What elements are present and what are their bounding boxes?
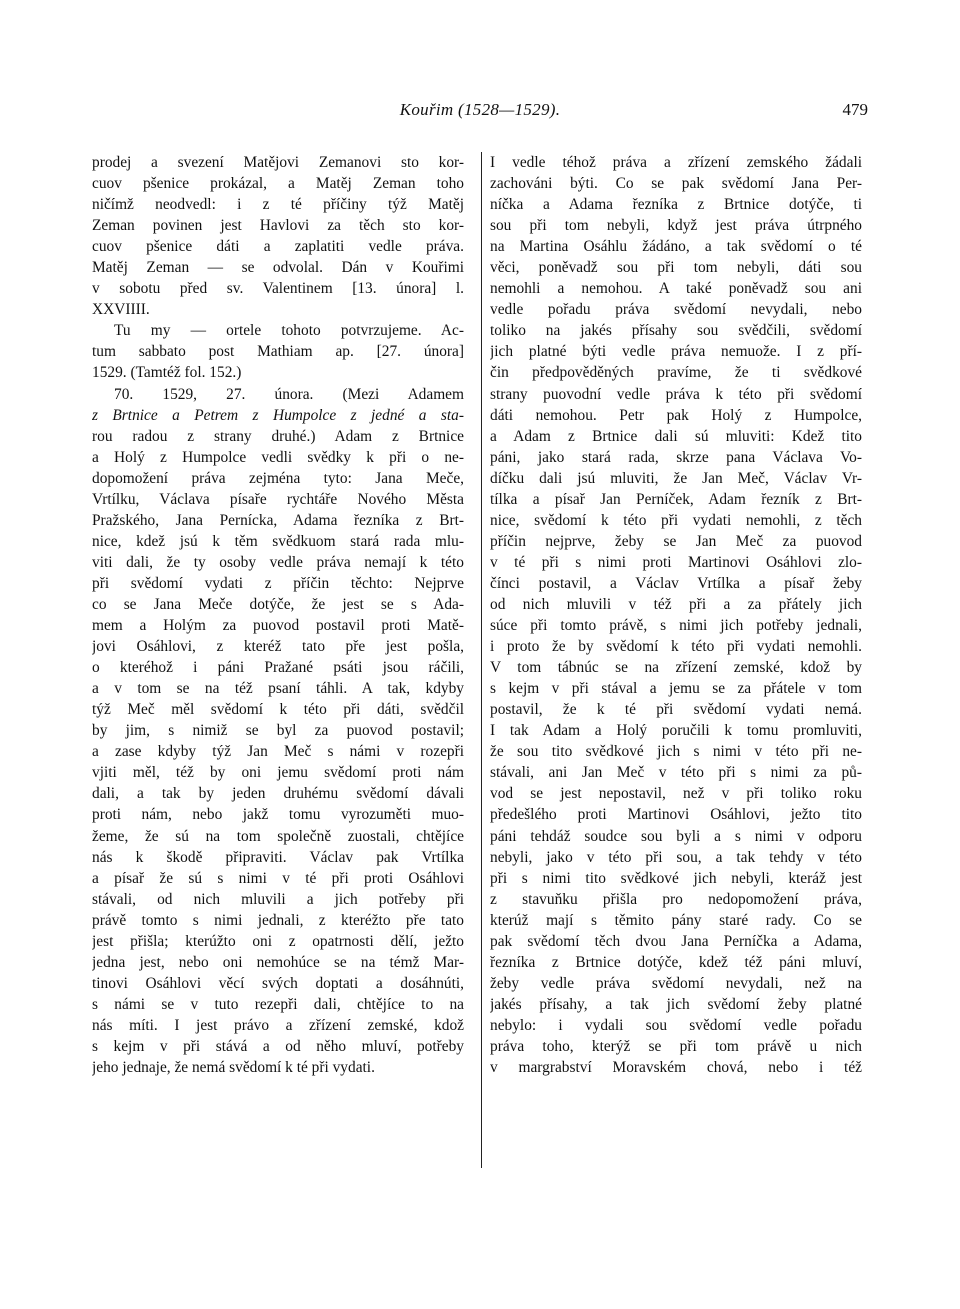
text-line: nice, kdež jsú k těm svědkuom stará rada mlu- bbox=[92, 532, 464, 550]
text-line: nemohli a nemohou. A také poněvadž sou ani bbox=[490, 280, 862, 298]
text-line: a zase kdyby týž Jan Meč s námi v rozepři bbox=[92, 743, 464, 761]
text-line: díčku dali jsú mluviti, že Jan Meč, Václav Vr- bbox=[490, 469, 862, 487]
text-line: cuov pšenice dáti a zaplatiti vedle práva. bbox=[92, 238, 464, 256]
text-line: nice, svědomí k této při vydati nemohli, z těch bbox=[490, 511, 862, 529]
text-line: kterúž mají s těmito pány staré rady. Co se bbox=[490, 911, 862, 929]
text-line: vod se jest nepostavil, než v při toliko roku bbox=[490, 785, 862, 803]
text-line: jakés přísahy, a tak jich svědomí žeby platné bbox=[490, 995, 862, 1013]
text-line: při s nimi tito svědkové jich nebyli, kteráž jest bbox=[490, 869, 862, 887]
text-line: Tu my — ortele tohoto potvrzujeme. Ac- bbox=[114, 322, 464, 340]
text-line: jeho jednaje, že nemá svědomí k té při vydati. bbox=[92, 1059, 375, 1077]
text-line: od nich mluvili v též při a za přátely jich bbox=[490, 595, 862, 613]
text-line: vedle pořadu práva svědomí nevydali, nebo bbox=[490, 301, 862, 319]
text-line: dali, a tak by jeden druhému svědomí dávali bbox=[92, 785, 464, 803]
text-line: I vedle téhož práva a zřízení zemského žádali bbox=[490, 154, 862, 171]
text-line: nebyli, jako v této při sou, a tak tehdy v této bbox=[490, 848, 862, 866]
text-line: v margrabství Moravském chová, nebo i též bbox=[490, 1059, 862, 1077]
text-line: příčin nejprve, žeby se Jan Meč za puovod bbox=[490, 532, 862, 550]
text-line: viti dali, že ty osoby vedle práva nemají k této bbox=[92, 553, 464, 571]
text-line: věci, poněvadž sou při tom nebyli, dáti sou bbox=[490, 259, 862, 277]
text-line: a Adam z Brtnice dali sú mluviti: Kdež tito bbox=[490, 427, 862, 445]
text-line: v sobotu před sv. Valentinem [13. února] l. bbox=[92, 280, 464, 298]
page-number: 479 bbox=[842, 100, 868, 119]
text-line: s kejm v při stával a jemu se za přátele v tom bbox=[490, 680, 862, 698]
text-line: žeby vedle práva svědomí nevydali, než na bbox=[490, 974, 862, 992]
text-line: ničímž neodvedl: i z té příčiny týž Matěj bbox=[92, 196, 464, 214]
text-line: nebylo: i vydali sou svědomí vedle pořadu bbox=[490, 1016, 862, 1034]
text-line: tum sabbato post Mathiam ap. [27. února] bbox=[92, 343, 464, 361]
text-line: nás k škodě připraviti. Václav pak Vrtílka bbox=[92, 848, 464, 866]
text-line: stávali, ani Jan Meč v této při s nimi za pů- bbox=[490, 764, 862, 782]
text-line: jich platné býti vedle práva nemuože. I z pří- bbox=[490, 343, 862, 361]
page-header bbox=[92, 100, 868, 126]
text-line: rou radou z strany druhé.) Adam z Brtnice bbox=[92, 427, 464, 445]
text-line: při svědomí vydati z příčin těchto: Nejprve bbox=[92, 574, 464, 592]
text-line: a Holý z Humpolce vedli svědky k při o ne- bbox=[92, 448, 464, 466]
text-line: cuov pšenice prokázal, a Matěj Zeman toho bbox=[92, 175, 464, 193]
text-line: předešlého proti Martinovi Osáhlovi, ježto tito bbox=[490, 806, 862, 824]
text-line: i proto že by svědomí k této při vydati nemohli. bbox=[490, 638, 862, 656]
text-line: by jim, s nimiž se byl za puovod postavil; bbox=[92, 722, 464, 740]
text-line: jedna jest, nebo oni nemohúce se na témž Mar- bbox=[92, 953, 464, 971]
text-line: Vrtílku, Václava písaře rychtáře Nového Města bbox=[92, 490, 464, 508]
left-column bbox=[92, 152, 464, 1078]
text-line: proti nám, nebo jakž tomu vyrozuměti muo- bbox=[92, 806, 464, 824]
column-divider bbox=[481, 152, 482, 1168]
text-line: mem a Holým za puovod postavil proti Matě- bbox=[92, 617, 464, 635]
text-line: pak svědomí těch dvou Jana Perníčka a Adama, bbox=[490, 932, 862, 950]
text-line: žeme, že sú na tom společně zuostali, chtějíce bbox=[92, 827, 464, 845]
text-line: XXVIIII. bbox=[92, 301, 150, 319]
text-line: co se Jana Meče dotýče, že jest se s Ada- bbox=[92, 595, 464, 613]
text-line: nás míti. I jest právo a zřízení zemské, kdož bbox=[92, 1016, 464, 1034]
text-line: prodej a svezení Matějovi Zemanovi sto kor- bbox=[92, 154, 464, 171]
text-line: páni, jako stará rada, skrze pana Václava Vo- bbox=[490, 448, 862, 466]
text-line: že sou tito svědkové jich s nimi v této při ne- bbox=[490, 743, 862, 761]
text-line: a písař že sú s nimi v té při proti Osáhlovi bbox=[92, 869, 464, 887]
text-line: Matěj Zeman — se odvolal. Dán v Kouřimi bbox=[92, 259, 464, 277]
text-line: sou při tom nebyli, když jest práva útrpného bbox=[490, 217, 862, 235]
text-line: V tom tábnúc se na zřízení zemské, kdož by bbox=[490, 659, 862, 677]
text-line: stávali, od nich mluvili a jich potřeby při bbox=[92, 890, 464, 908]
text-line: tinovi Osáhlovi věcí svých doptati a dosáhnúti, bbox=[92, 974, 464, 992]
text-line: Pražského, Jana Pernícka, Adama řezníka z Brt- bbox=[92, 511, 464, 529]
text-line: zachováni býti. Co se pak svědomí Jana Per- bbox=[490, 175, 862, 193]
text-line: dopomožení práva zejména tyto: Jana Meče, bbox=[92, 469, 464, 487]
text-line: právě tomto s nimi jednali, z kteréžto pře tato bbox=[92, 911, 464, 929]
text-line: na Martina Osáhlu žádáno, a tak svědomí o té bbox=[490, 238, 862, 256]
text-line: jest přišla; kterúžto oni z opatrnosti dělí, ježto bbox=[92, 932, 464, 950]
text-line: toliko na jakés přísahy sou svědčili, svědomí bbox=[490, 322, 862, 340]
text-line: strany puovodní vedle práva k této při svědomí bbox=[490, 385, 862, 403]
text-line: jovi Osáhlovi, z kteréž tato pře jest pošla, bbox=[92, 638, 464, 656]
text-line: vjiti měl, též by oni jemu svědomí proti nám bbox=[92, 764, 464, 782]
text-line: čínci postavil, a Václav Vrtílka a písař žeby bbox=[490, 574, 862, 592]
text-line: a v tom se na též psaní táhli. A tak, kdyby bbox=[92, 680, 464, 698]
text-line: o kteréhož i páni Pražané psáti jsou ráčili, bbox=[92, 659, 464, 677]
text-line: z stavuňku přišla pro nedopomožení práva, bbox=[490, 890, 862, 908]
text-line: čin předpověděných pravíme, že ti svědkové bbox=[490, 364, 862, 382]
text-line: s námi se v tuto rezepři dali, chtějíce to na bbox=[92, 995, 464, 1013]
text-line: I tak Adam a Holý poručili k tomu promluviti, bbox=[490, 722, 862, 740]
text-line: Zeman povinen jest Havlovi za těch sto kor- bbox=[92, 217, 464, 235]
right-column bbox=[490, 152, 862, 1078]
text-line: z Brtnice a Petrem z Humpolce z jedné a sta- bbox=[92, 406, 464, 424]
text-line: týž Meč měl svědomí k této při dáti, svědčil bbox=[92, 701, 464, 719]
text-line: postavil, že k té při svědomí vydati nemá. bbox=[490, 701, 862, 719]
text-line: 70. 1529, 27. února. (Mezi Adamem bbox=[114, 385, 464, 403]
text-line: v té při s nimi proti Martinovi Osáhlovi zlo- bbox=[490, 553, 862, 571]
running-title: Kouřim (1528—1529). bbox=[399, 100, 561, 119]
text-line: s kejm v při stává a od něho mluví, potřeby bbox=[92, 1037, 464, 1055]
text-line: níčka a Adama řezníka z Brtnice dotýče, ti bbox=[490, 196, 862, 214]
text-line: tílka a písař Jan Perníček, Adam řezník z Brt- bbox=[490, 490, 862, 508]
text-line: řezníka z Brtnice dotýče, kdež též páni mluví, bbox=[490, 953, 862, 971]
text-line: dáti nemohou. Petr pak Holý z Humpolce, bbox=[490, 406, 862, 424]
text-line: práva toho, kterýž se při tom právě u nich bbox=[490, 1037, 862, 1055]
text-line: 1529. (Tamtéž fol. 152.) bbox=[92, 364, 242, 382]
text-line: páni tehdáž soudce sou byli a s nimi v odporu bbox=[490, 827, 862, 845]
text-line: súce při tomto právě, s nimi jich potřeby jednali, bbox=[490, 617, 862, 635]
